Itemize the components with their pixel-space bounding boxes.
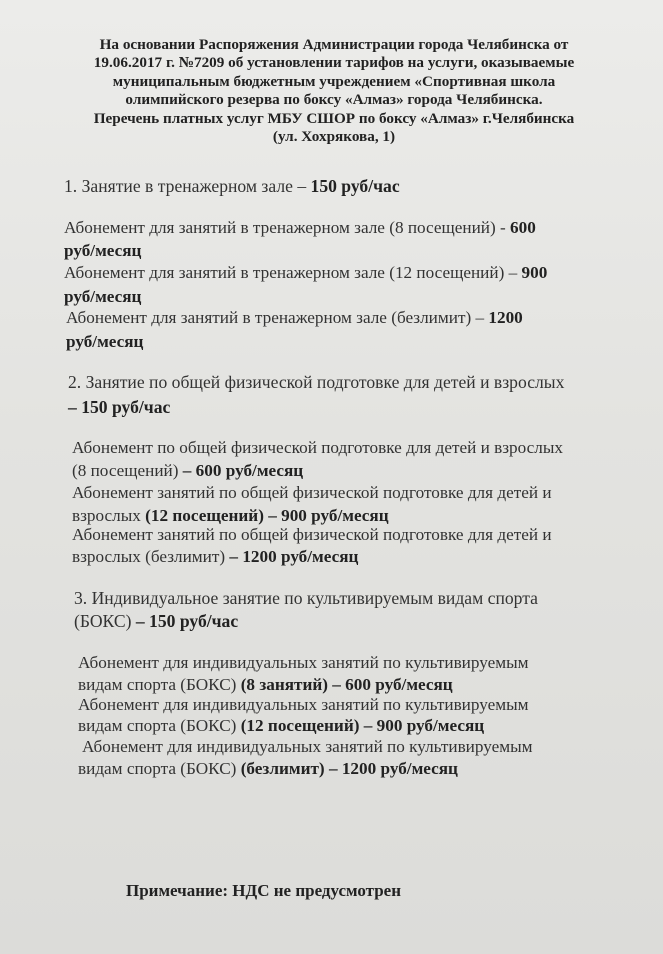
section-3-item-1-line-1 <box>78 652 529 673</box>
section-2-title-price: – 150 руб/час <box>68 397 171 417</box>
section-3-item-3-line-1 <box>82 736 533 757</box>
section-1-item-1-line-2 <box>64 240 141 261</box>
section-1-item-3-unit: руб/месяц <box>66 332 144 351</box>
section-3-item-2-sport: видам спорта (БОКС) <box>78 716 241 735</box>
section-2-item-3-qty: взрослых (безлимит) <box>72 547 230 566</box>
section-1-item-1-text: Абонемент для занятий в тренажерном зале (8 посещений) - <box>64 218 511 237</box>
section-1-item-3-text: Абонемент для занятий в тренажерном зале (безлимит) – <box>66 308 489 327</box>
header-line-4: олимпийского резерва по боксу «Алмаз» города Челябинска. <box>125 91 543 109</box>
section-2-item-3-line-1 <box>72 524 552 545</box>
section-2-item-1-qty: (8 посещений) <box>72 461 183 480</box>
section-3-item-2-text: Абонемент для индивидуальных занятий по культивируемым <box>78 695 529 714</box>
header-line-5: Перечень платных услуг МБУ СШОР по боксу «Алмаз» г.Челябинска <box>93 109 575 127</box>
section-2-item-1-line-1 <box>72 437 563 458</box>
section-3-item-1-price: (8 занятий) – 600 руб/месяц <box>240 675 453 694</box>
section-2-item-3-line-2 <box>72 546 358 567</box>
section-1-item-1-line-1 <box>64 217 536 238</box>
section-3-item-2-line-2 <box>78 715 484 736</box>
section-2-title-line-2 <box>68 397 170 418</box>
section-2-item-2-line-1 <box>72 482 552 503</box>
section-2-item-1-text: Абонемент по общей физической подготовке для детей и взрослых <box>72 438 563 457</box>
section-2-title-text: 2. Занятие по общей физической подготовке для детей и взрослых <box>68 372 565 392</box>
section-1-item-2-unit: руб/месяц <box>64 287 142 306</box>
section-1-title-text: 1. Занятие в тренажерном зале – <box>64 176 311 196</box>
section-3-item-3-line-2 <box>78 758 458 779</box>
section-1-item-2-text: Абонемент для занятий в тренажерном зале (12 посещений) – <box>64 263 522 282</box>
section-2-title-line-1 <box>68 372 564 393</box>
header-line-6: (ул. Хохрякова, 1) <box>272 128 396 146</box>
section-1-item-2-line-2 <box>64 286 141 307</box>
section-2-item-2-text: Абонемент занятий по общей физической подготовке для детей и <box>72 483 552 502</box>
section-2-item-1-price: – 600 руб/месяц <box>182 461 304 480</box>
section-1-item-3-price: 1200 <box>488 308 523 327</box>
section-1-title-price: 150 руб/час <box>310 176 400 196</box>
section-3-item-2-price: (12 посещений) – 900 руб/месяц <box>240 716 485 735</box>
header-line-3: муниципальным бюджетным учреждением «Спортивная школа <box>112 72 556 90</box>
section-3-item-3-price: (безлимит) – 1200 руб/месяц <box>240 759 458 778</box>
section-3-item-2-line-1 <box>78 694 529 715</box>
section-1-item-2-price: 900 <box>521 263 548 282</box>
section-3-title-price: – 150 руб/час <box>135 611 239 631</box>
vat-note: Примечание: НДС не предусмотрен <box>126 881 402 900</box>
section-2-item-3-price: – 1200 руб/месяц <box>229 547 359 566</box>
section-2-item-2-qty: взрослых <box>72 506 146 525</box>
section-2-item-1-line-2 <box>72 460 303 481</box>
section-1-item-1-unit: руб/месяц <box>64 241 142 260</box>
section-3-item-1-sport: видам спорта (БОКС) <box>78 675 241 694</box>
section-1-item-2-line-1 <box>64 262 547 283</box>
section-3-title-text: 3. Индивидуальное занятие по культивируемым видам спорта <box>74 588 538 608</box>
section-2-item-2-line-2 <box>72 505 389 526</box>
section-3-item-3-text: Абонемент для индивидуальных занятий по культивируемым <box>82 737 533 756</box>
section-3-item-3-sport: видам спорта (БОКС) <box>78 759 241 778</box>
section-3-item-1-line-2 <box>78 674 453 695</box>
section-3-title-text-2: (БОКС) <box>74 611 136 631</box>
section-2-item-2-price: (12 посещений) – 900 руб/месяц <box>145 506 389 525</box>
document-header <box>40 36 628 146</box>
section-1-item-1-price: 600 <box>510 218 536 237</box>
section-3-title-line-2 <box>74 611 238 632</box>
section-3-title-line-1 <box>74 588 538 609</box>
section-1-item-3-line-1 <box>66 307 523 328</box>
header-line-1: На основании Распоряжения Администрации города Челябинска от <box>99 36 569 53</box>
section-3-item-1-text: Абонемент для индивидуальных занятий по культивируемым <box>78 653 529 672</box>
section-1-title <box>64 176 400 197</box>
section-2-item-3-text: Абонемент занятий по общей физической подготовке для детей и <box>72 525 552 544</box>
header-line-2: 19.06.2017 г. №7209 об установлении тарифов на услуги, оказываемые <box>93 54 575 72</box>
section-1-item-3-line-2 <box>66 331 143 352</box>
